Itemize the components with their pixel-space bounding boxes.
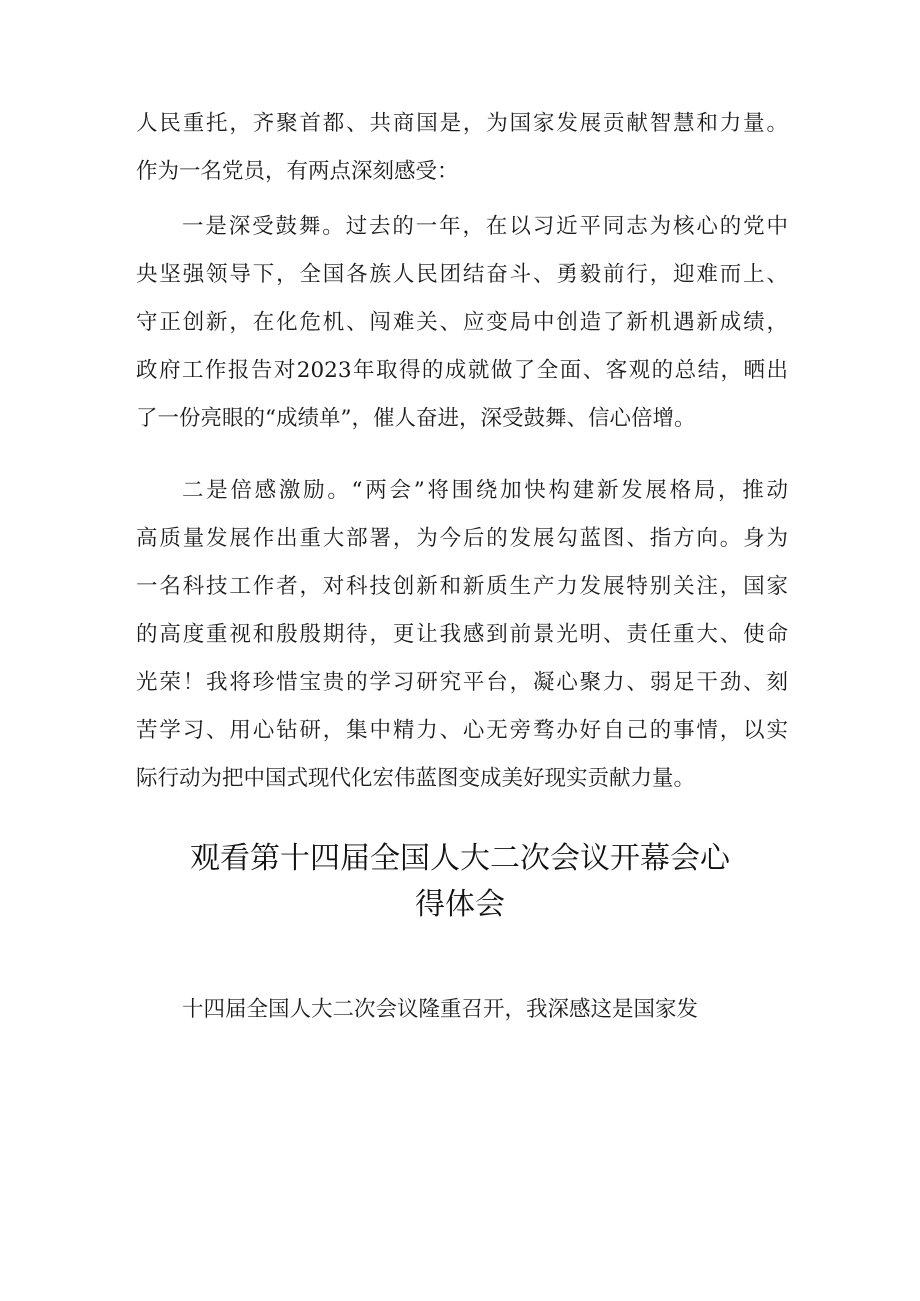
text-line: 守正创新，在化危机、闯难关、应变局中创造了新机遇新成绩， (136, 310, 788, 335)
text-line: 人民重托，齐聚首都、共商国是，为国家发展贡献智慧和力量。 (136, 111, 788, 136)
text-line: 苦学习、用心钻研，集中精力、心无旁骛办好自己的事情，以实 (136, 718, 788, 743)
article-title (120, 836, 800, 928)
title-line: 得体会 (415, 887, 505, 922)
title-line: 观看第十四届全国人大二次会议开幕会心 (190, 841, 730, 876)
continuation-paragraph (136, 100, 788, 196)
text-line: 际行动为把中国式现代化宏伟蓝图变成美好现实贡献力量。 (136, 766, 696, 791)
new-article-first-line: 十四届全国人大二次会议隆重召开，我深感这是国家发 (182, 997, 699, 1022)
text-line: 高质量发展作出重大部署，为今后的发展勾蓝图、指方向。身为 (136, 526, 788, 551)
paragraph-deeply-encouraged (136, 203, 788, 443)
text-line: 作为一名党员，有两点深刻感受： (136, 159, 459, 184)
text-line: 二是倍感激励。“两会”将围绕加快构建新发展格局，推动 (182, 478, 788, 503)
text-line: 了一份亮眼的“成绩单”，催人奋进，深受鼓舞、信心倍增。 (136, 406, 696, 431)
text-line: 政府工作报告对2023年取得的成就做了全面、客观的总结，晒出 (136, 358, 788, 383)
text-line: 一是深受鼓舞。过去的一年，在以习近平同志为核心的党中 (182, 214, 788, 239)
text-line: 光荣！我将珍惜宝贵的学习研究平台，凝心聚力、弱足干劲、刻 (136, 670, 788, 695)
text-line: 的高度重视和殷殷期待，更让我感到前景光明、责任重大、使命 (136, 622, 788, 647)
text-line: 央坚强领导下，全国各族人民团结奋斗、勇毅前行，迎难而上、 (136, 262, 788, 287)
text-line: 一名科技工作者，对科技创新和新质生产力发展特别关注，国家 (136, 574, 788, 599)
paragraph-inspired (136, 467, 788, 803)
